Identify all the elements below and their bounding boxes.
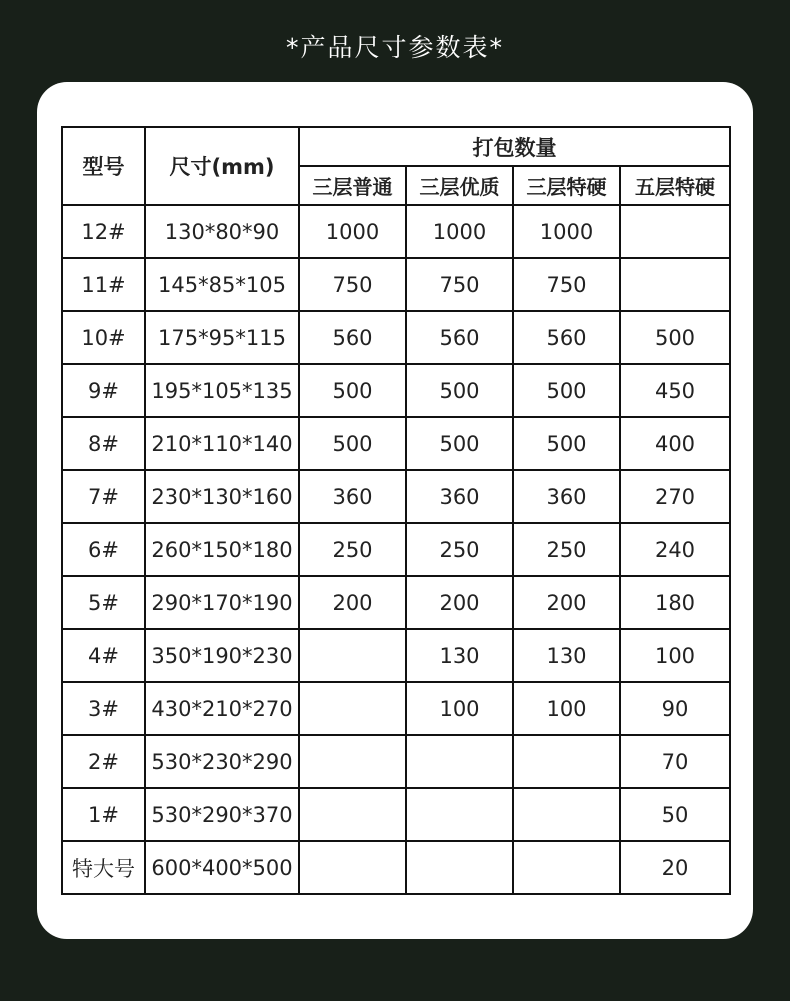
table-row	[62, 629, 730, 682]
cell-model: 4#	[62, 629, 145, 682]
cell-model: 12#	[62, 205, 145, 258]
cell-three-layer-premium: 200	[406, 576, 513, 629]
cell-three-layer-standard: 500	[299, 364, 406, 417]
cell-five-layer-extra-hard: 100	[620, 629, 730, 682]
cell-model: 11#	[62, 258, 145, 311]
cell-three-layer-standard	[299, 629, 406, 682]
cell-five-layer-extra-hard: 400	[620, 417, 730, 470]
cell-three-layer-standard: 200	[299, 576, 406, 629]
table-header-row	[62, 127, 730, 166]
cell-model: 9#	[62, 364, 145, 417]
spec-card	[37, 82, 753, 939]
table-body	[62, 205, 730, 894]
header-three-layer-extra-hard: 三层特硬	[513, 166, 620, 205]
cell-five-layer-extra-hard: 20	[620, 841, 730, 894]
table-row	[62, 735, 730, 788]
header-three-layer-standard: 三层普通	[299, 166, 406, 205]
cell-five-layer-extra-hard: 50	[620, 788, 730, 841]
table-row	[62, 364, 730, 417]
cell-three-layer-premium: 360	[406, 470, 513, 523]
cell-model: 1#	[62, 788, 145, 841]
cell-model: 5#	[62, 576, 145, 629]
cell-three-layer-standard: 560	[299, 311, 406, 364]
cell-size: 175*95*115	[145, 311, 299, 364]
cell-three-layer-premium: 500	[406, 417, 513, 470]
cell-five-layer-extra-hard: 500	[620, 311, 730, 364]
table-row	[62, 788, 730, 841]
cell-three-layer-standard: 250	[299, 523, 406, 576]
product-spec-table	[61, 126, 731, 895]
cell-three-layer-extra-hard: 250	[513, 523, 620, 576]
cell-size: 130*80*90	[145, 205, 299, 258]
cell-model: 特大号	[62, 841, 145, 894]
table-row	[62, 311, 730, 364]
cell-model: 8#	[62, 417, 145, 470]
cell-three-layer-extra-hard: 500	[513, 364, 620, 417]
cell-size: 210*110*140	[145, 417, 299, 470]
cell-three-layer-premium	[406, 788, 513, 841]
table-row	[62, 258, 730, 311]
cell-three-layer-extra-hard: 1000	[513, 205, 620, 258]
cell-three-layer-extra-hard	[513, 841, 620, 894]
cell-model: 3#	[62, 682, 145, 735]
cell-three-layer-premium	[406, 735, 513, 788]
cell-size: 530*290*370	[145, 788, 299, 841]
table-row	[62, 523, 730, 576]
page-title: *产品尺寸参数表*	[285, 33, 504, 62]
cell-model: 10#	[62, 311, 145, 364]
cell-three-layer-standard	[299, 682, 406, 735]
cell-five-layer-extra-hard: 90	[620, 682, 730, 735]
cell-three-layer-standard: 360	[299, 470, 406, 523]
cell-size: 290*170*190	[145, 576, 299, 629]
cell-three-layer-extra-hard: 200	[513, 576, 620, 629]
header-three-layer-premium: 三层优质	[406, 166, 513, 205]
cell-model: 7#	[62, 470, 145, 523]
cell-five-layer-extra-hard: 240	[620, 523, 730, 576]
cell-three-layer-extra-hard: 500	[513, 417, 620, 470]
header-size: 尺寸(mm)	[145, 127, 299, 205]
cell-three-layer-extra-hard: 360	[513, 470, 620, 523]
cell-size: 260*150*180	[145, 523, 299, 576]
table-row	[62, 417, 730, 470]
cell-five-layer-extra-hard: 70	[620, 735, 730, 788]
cell-size: 350*190*230	[145, 629, 299, 682]
cell-model: 6#	[62, 523, 145, 576]
cell-three-layer-extra-hard: 130	[513, 629, 620, 682]
cell-five-layer-extra-hard	[620, 205, 730, 258]
header-model: 型号	[62, 127, 145, 205]
cell-three-layer-standard	[299, 841, 406, 894]
cell-three-layer-extra-hard	[513, 735, 620, 788]
cell-three-layer-premium: 750	[406, 258, 513, 311]
cell-three-layer-premium: 130	[406, 629, 513, 682]
cell-size: 195*105*135	[145, 364, 299, 417]
cell-five-layer-extra-hard: 180	[620, 576, 730, 629]
table-row	[62, 841, 730, 894]
cell-three-layer-standard	[299, 788, 406, 841]
cell-five-layer-extra-hard: 450	[620, 364, 730, 417]
cell-five-layer-extra-hard: 270	[620, 470, 730, 523]
table-row	[62, 205, 730, 258]
cell-size: 145*85*105	[145, 258, 299, 311]
cell-model: 2#	[62, 735, 145, 788]
cell-three-layer-standard: 1000	[299, 205, 406, 258]
cell-size: 600*400*500	[145, 841, 299, 894]
cell-three-layer-premium: 100	[406, 682, 513, 735]
cell-three-layer-premium: 560	[406, 311, 513, 364]
header-pack-quantity: 打包数量	[299, 127, 730, 166]
cell-five-layer-extra-hard	[620, 258, 730, 311]
cell-three-layer-standard: 500	[299, 417, 406, 470]
cell-three-layer-extra-hard: 560	[513, 311, 620, 364]
cell-three-layer-premium: 500	[406, 364, 513, 417]
cell-three-layer-standard: 750	[299, 258, 406, 311]
cell-three-layer-extra-hard	[513, 788, 620, 841]
cell-three-layer-premium: 250	[406, 523, 513, 576]
table-row	[62, 682, 730, 735]
cell-three-layer-premium	[406, 841, 513, 894]
cell-three-layer-premium: 1000	[406, 205, 513, 258]
cell-size: 230*130*160	[145, 470, 299, 523]
table-row	[62, 576, 730, 629]
cell-three-layer-standard	[299, 735, 406, 788]
cell-three-layer-extra-hard: 750	[513, 258, 620, 311]
cell-three-layer-extra-hard: 100	[513, 682, 620, 735]
header-five-layer-extra-hard: 五层特硬	[620, 166, 730, 205]
table-row	[62, 470, 730, 523]
cell-size: 430*210*270	[145, 682, 299, 735]
cell-size: 530*230*290	[145, 735, 299, 788]
